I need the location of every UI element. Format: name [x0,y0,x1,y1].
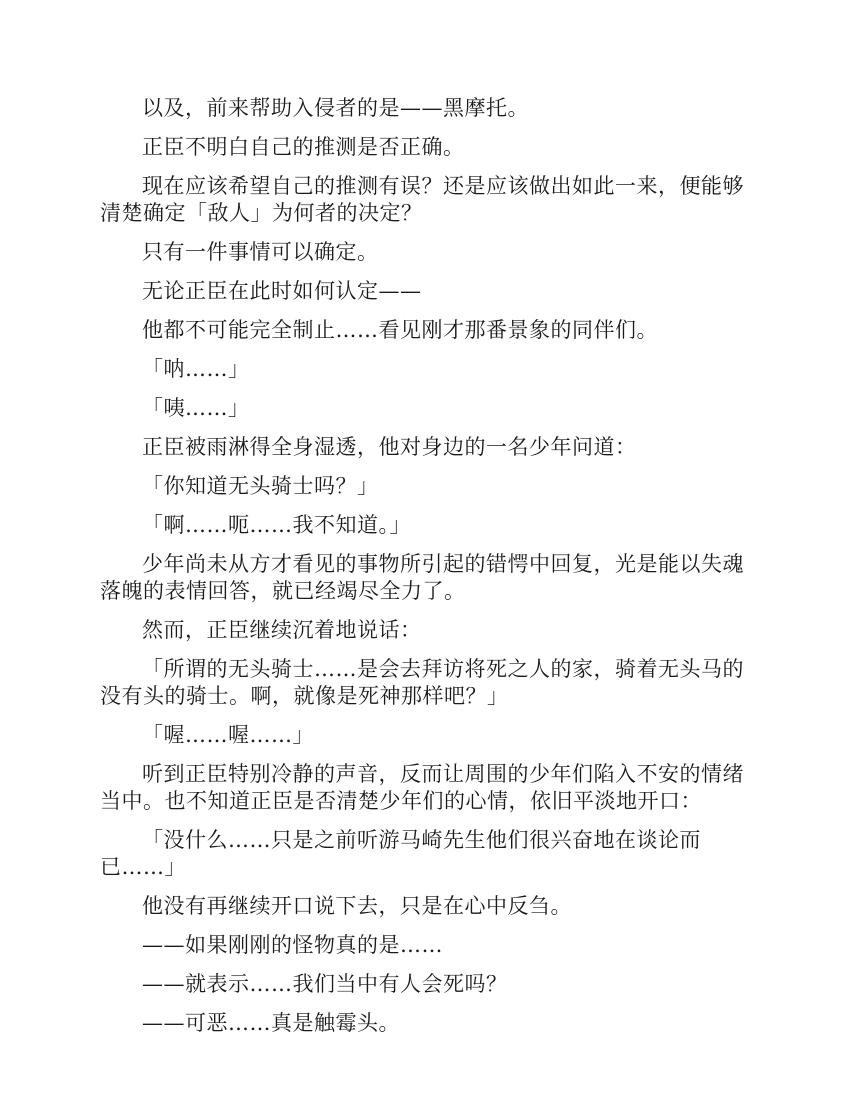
paragraph: 他没有再继续开口说下去，只是在心中反刍。 [142,894,572,918]
paragraph: 「喔……喔……」 [142,723,314,747]
paragraph: 听到正臣特别冷静的声音，反而让周围的少年们陷入不安的情绪当中。也不知道正臣是否清楚少年们的心情，依旧平淡地开口： [100,762,744,813]
paragraph: 以及，前来帮助入侵者的是——黑摩托。 [142,96,529,120]
paragraph: 正臣被雨淋得全身湿透，他对身边的一名少年问道： [142,435,637,459]
paragraph: 「所谓的无头骑士……是会去拜访将死之人的家，骑着无头马的没有头的骑士。啊，就像是死神那样吧？」 [100,657,744,708]
paragraph: 「咦……」 [142,396,250,420]
paragraph: 然而，正臣继续沉着地说话： [142,618,422,642]
paragraph: 少年尚未从方才看见的事物所引起的错愕中回复，光是能以失魂落魄的表情回答，就已经竭尽全力了。 [100,552,744,603]
paragraph: 「呐……」 [142,357,250,381]
paragraph: ——可恶……真是触霉头。 [142,1011,400,1035]
paragraph: 现在应该希望自己的推测有误？还是应该做出如此一来，便能够清楚确定「敌人」为何者的决定？ [100,174,744,225]
document-page [100,95,750,1049]
paragraph: 「啊……呃……我不知道。」 [142,513,411,537]
paragraph: 「没什么……只是之前听游马崎先生他们很兴奋地在谈论而已……」 [100,828,701,879]
paragraph: 无论正臣在此时如何认定—— [142,279,422,303]
paragraph: 正臣不明白自己的推测是否正确。 [142,135,465,159]
paragraph: 他都不可能完全制止……看见刚才那番景象的同伴们。 [142,318,658,342]
paragraph: ——就表示……我们当中有人会死吗？ [142,972,508,996]
paragraph: ——如果刚刚的怪物真的是…… [142,933,443,957]
paragraph: 「你知道无头骑士吗？」 [142,474,379,498]
paragraph: 只有一件事情可以确定。 [142,240,379,264]
